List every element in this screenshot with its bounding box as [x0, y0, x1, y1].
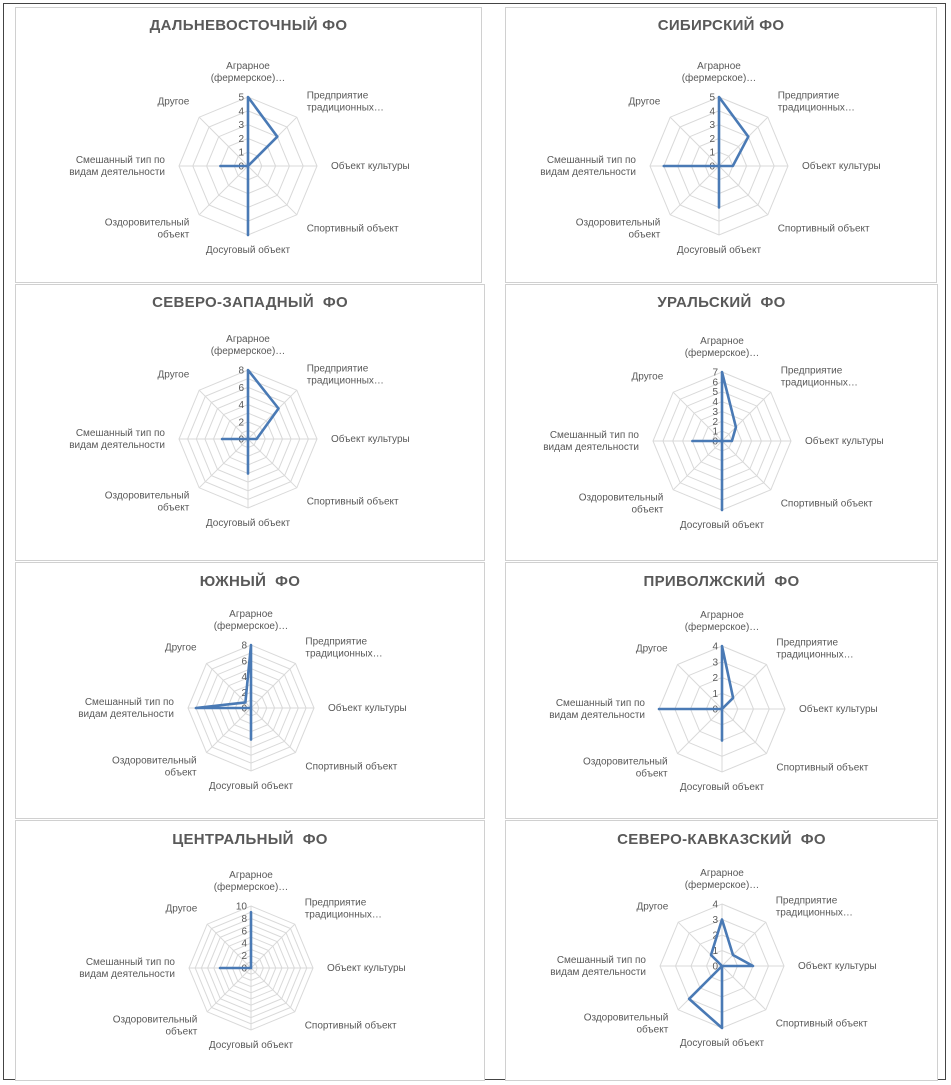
tick-label: 3 — [712, 406, 718, 418]
category-label-health-object: Оздоровительный — [575, 217, 661, 229]
tick-label: 4 — [241, 672, 247, 683]
category-label-traditional-enterprise: Предприятие — [306, 363, 369, 375]
tick-label: 2 — [238, 133, 244, 145]
category-label-mixed-type: видам деятельности — [78, 709, 174, 720]
tick-label: 2 — [712, 930, 718, 942]
category-label-traditional-enterprise: традиционных… — [775, 907, 853, 919]
category-label-mixed-type: Смешанный тип по — [546, 155, 636, 166]
category-label-mixed-type: Смешанный тип по — [84, 697, 174, 708]
category-label-leisure-object: Досуговый объект — [208, 1040, 294, 1051]
chart-panel-far-east — [15, 7, 482, 283]
category-label-health-object: Оздоровительный — [104, 217, 190, 229]
category-label-traditional-enterprise: традиционных… — [776, 649, 854, 661]
category-label-other: Другое — [636, 901, 669, 913]
category-label-other: Другое — [631, 371, 664, 383]
category-label-agrarian: (фермерское)… — [210, 73, 286, 84]
axis-spoke — [673, 441, 722, 490]
tick-label: 2 — [709, 133, 715, 145]
category-label-other: Другое — [164, 642, 197, 654]
tick-label: 3 — [712, 915, 718, 926]
radar-chart — [16, 821, 484, 1080]
category-label-leisure-object: Досуговый объект — [205, 518, 291, 529]
category-label-health-object: объект — [165, 1026, 198, 1038]
axis-spoke — [722, 441, 771, 490]
category-label-health-object: Оздоровительный — [111, 755, 197, 767]
chart-title: ЦЕНТРАЛЬНЫЙ ФО — [172, 831, 328, 848]
category-label-leisure-object: Досуговый объект — [679, 782, 765, 793]
chart-panel-siberia — [505, 7, 937, 283]
chart-panel-volga — [505, 562, 938, 819]
category-label-agrarian: Аграрное — [700, 610, 744, 621]
category-label-mixed-type: видам деятельности — [549, 710, 645, 721]
tick-label: 1 — [712, 946, 718, 957]
category-label-leisure-object: Досуговый объект — [208, 781, 294, 792]
category-label-health-object: Оздоровительный — [582, 756, 668, 768]
category-label-sports-object: Спортивный объект — [776, 762, 869, 774]
category-label-leisure-object: Досуговый объект — [676, 245, 762, 256]
tick-label: 6 — [241, 926, 247, 938]
chart-title: СЕВЕРО-ЗАПАДНЫЙ ФО — [152, 294, 348, 311]
category-label-leisure-object: Досуговый объект — [679, 1038, 765, 1049]
series-polygon — [659, 646, 733, 741]
category-label-agrarian: (фермерское)… — [684, 622, 760, 633]
category-label-traditional-enterprise: традиционных… — [306, 102, 384, 114]
category-label-traditional-enterprise: Предприятие — [776, 637, 839, 649]
category-label-traditional-enterprise: традиционных… — [306, 375, 384, 387]
category-label-health-object: Оздоровительный — [104, 490, 190, 502]
category-label-culture-object: Объект культуры — [331, 161, 410, 172]
category-label-health-object: Оздоровительный — [583, 1012, 669, 1024]
tick-label: 5 — [238, 92, 244, 104]
chart-title: СЕВЕРО-КАВКАЗСКИЙ ФО — [617, 831, 826, 848]
radar-chart — [16, 285, 484, 560]
tick-label: 2 — [241, 687, 247, 699]
category-label-agrarian: Аграрное — [700, 336, 744, 347]
category-label-other: Другое — [165, 903, 198, 915]
radar-chart — [506, 8, 936, 282]
chart-panel-ural — [505, 284, 938, 561]
tick-label: 3 — [712, 657, 718, 669]
category-label-agrarian: (фермерское)… — [210, 346, 286, 357]
series-polygon — [664, 97, 749, 207]
category-label-culture-object: Объект культуры — [327, 963, 406, 974]
category-label-agrarian: Аграрное — [700, 868, 744, 879]
radar-chart — [506, 285, 937, 560]
category-label-sports-object: Спортивный объект — [777, 223, 870, 235]
category-label-culture-object: Объект культуры — [802, 161, 881, 172]
chart-title: ЮЖНЫЙ ФО — [199, 573, 301, 590]
tick-label: 5 — [712, 387, 718, 399]
category-label-mixed-type: Смешанный тип по — [555, 698, 645, 709]
category-label-agrarian: (фермерское)… — [213, 621, 289, 632]
category-label-mixed-type: Смешанный тип по — [556, 955, 646, 966]
tick-label: 8 — [241, 640, 247, 652]
radar-chart — [506, 563, 937, 818]
tick-label: 4 — [709, 106, 715, 118]
tick-label: 4 — [712, 899, 718, 911]
category-label-mixed-type: видам деятельности — [540, 167, 636, 178]
category-label-mixed-type: видам деятельности — [79, 969, 175, 980]
category-label-health-object: объект — [157, 229, 190, 241]
category-label-traditional-enterprise: Предприятие — [775, 895, 838, 907]
category-label-other: Другое — [157, 96, 190, 108]
tick-label: 10 — [235, 901, 247, 913]
category-label-mixed-type: Смешанный тип по — [75, 155, 165, 166]
tick-label: 8 — [238, 365, 244, 377]
category-label-agrarian: Аграрное — [226, 334, 270, 345]
category-label-mixed-type: Смешанный тип по — [549, 430, 639, 441]
category-label-leisure-object: Досуговый объект — [205, 245, 291, 256]
chart-panel-south — [15, 562, 485, 819]
tick-label: 0 — [238, 161, 244, 173]
tick-label: 3 — [709, 120, 715, 132]
category-label-sports-object: Спортивный объект — [775, 1018, 868, 1030]
tick-label: 0 — [712, 961, 718, 973]
category-label-agrarian: Аграрное — [226, 61, 270, 72]
tick-label: 4 — [238, 400, 244, 411]
category-label-health-object: Оздоровительный — [112, 1014, 198, 1026]
tick-label: 2 — [712, 416, 718, 428]
tick-label: 6 — [241, 656, 247, 668]
radar-chart — [16, 563, 484, 818]
category-label-agrarian: (фермерское)… — [681, 73, 757, 84]
tick-label: 6 — [238, 382, 244, 394]
radar-chart — [506, 821, 937, 1080]
tick-label: 1 — [712, 426, 718, 438]
category-label-sports-object: Спортивный объект — [780, 498, 873, 510]
tick-label: 1 — [238, 147, 244, 159]
tick-label: 4 — [238, 106, 244, 118]
category-label-health-object: Оздоровительный — [578, 492, 664, 504]
category-label-health-object: объект — [157, 502, 190, 514]
category-label-traditional-enterprise: традиционных… — [304, 909, 382, 921]
category-label-mixed-type: видам деятельности — [550, 967, 646, 978]
tick-label: 4 — [241, 938, 247, 950]
category-label-traditional-enterprise: Предприятие — [304, 897, 367, 909]
category-label-traditional-enterprise: Предприятие — [780, 365, 843, 377]
chart-title: ПРИВОЛЖСКИЙ ФО — [643, 573, 800, 590]
category-label-health-object: объект — [636, 1024, 669, 1036]
category-label-culture-object: Объект культуры — [328, 703, 407, 714]
category-label-sports-object: Спортивный объект — [305, 761, 398, 773]
tick-label: 0 — [241, 703, 247, 715]
category-label-mixed-type: видам деятельности — [69, 167, 165, 178]
chart-panel-north-west — [15, 284, 485, 561]
category-label-other: Другое — [628, 96, 661, 108]
category-label-agrarian: Аграрное — [229, 609, 273, 620]
category-label-sports-object: Спортивный объект — [306, 496, 399, 508]
category-label-agrarian: Аграрное — [229, 870, 273, 881]
category-label-health-object: объект — [631, 504, 664, 516]
category-label-traditional-enterprise: традиционных… — [777, 102, 855, 114]
category-label-culture-object: Объект культуры — [798, 961, 877, 972]
tick-label: 1 — [709, 147, 715, 159]
tick-label: 0 — [709, 161, 715, 173]
radar-chart — [16, 8, 481, 282]
chart-panel-north-caucasus — [505, 820, 938, 1081]
tick-label: 1 — [712, 688, 718, 700]
category-label-mixed-type: видам деятельности — [69, 440, 165, 451]
chart-sheet — [3, 3, 946, 1080]
category-label-leisure-object: Досуговый объект — [679, 520, 765, 531]
category-label-health-object: объект — [628, 229, 661, 241]
chart-title: СИБИРСКИЙ ФО — [657, 17, 785, 34]
chart-panel-central — [15, 820, 485, 1081]
tick-label: 0 — [238, 434, 244, 446]
category-label-traditional-enterprise: Предприятие — [305, 636, 368, 648]
category-label-agrarian: Аграрное — [697, 61, 741, 72]
tick-label: 6 — [712, 377, 718, 389]
tick-label: 0 — [241, 963, 247, 975]
category-label-mixed-type: видам деятельности — [543, 442, 639, 453]
category-label-mixed-type: Смешанный тип по — [85, 957, 175, 968]
tick-label: 7 — [712, 367, 718, 379]
category-label-culture-object: Объект культуры — [331, 434, 410, 445]
chart-title: УРАЛЬСКИЙ ФО — [657, 294, 786, 311]
category-label-agrarian: (фермерское)… — [684, 348, 760, 359]
category-label-culture-object: Объект культуры — [805, 436, 884, 447]
tick-label: 8 — [241, 913, 247, 925]
category-label-agrarian: (фермерское)… — [213, 882, 289, 893]
category-label-traditional-enterprise: традиционных… — [780, 377, 858, 389]
category-label-other: Другое — [635, 643, 668, 655]
tick-label: 2 — [241, 951, 247, 963]
chart-title: ДАЛЬНЕВОСТОЧНЫЙ ФО — [149, 17, 348, 34]
tick-label: 0 — [712, 704, 718, 716]
tick-label: 4 — [712, 397, 718, 409]
category-label-traditional-enterprise: Предприятие — [306, 90, 369, 102]
category-label-culture-object: Объект культуры — [799, 704, 878, 715]
category-label-sports-object: Спортивный объект — [304, 1020, 397, 1032]
tick-label: 5 — [709, 92, 715, 104]
category-label-sports-object: Спортивный объект — [306, 223, 399, 235]
tick-label: 3 — [238, 120, 244, 132]
category-label-mixed-type: Смешанный тип по — [75, 428, 165, 439]
category-label-traditional-enterprise: традиционных… — [305, 648, 383, 660]
tick-label: 0 — [712, 436, 718, 448]
tick-label: 4 — [712, 641, 718, 653]
category-label-traditional-enterprise: Предприятие — [777, 90, 840, 102]
category-label-agrarian: (фермерское)… — [684, 880, 760, 891]
category-label-health-object: объект — [635, 768, 668, 780]
tick-label: 2 — [712, 673, 718, 684]
category-label-other: Другое — [157, 369, 190, 381]
category-label-health-object: объект — [164, 767, 197, 779]
tick-label: 2 — [238, 417, 244, 429]
